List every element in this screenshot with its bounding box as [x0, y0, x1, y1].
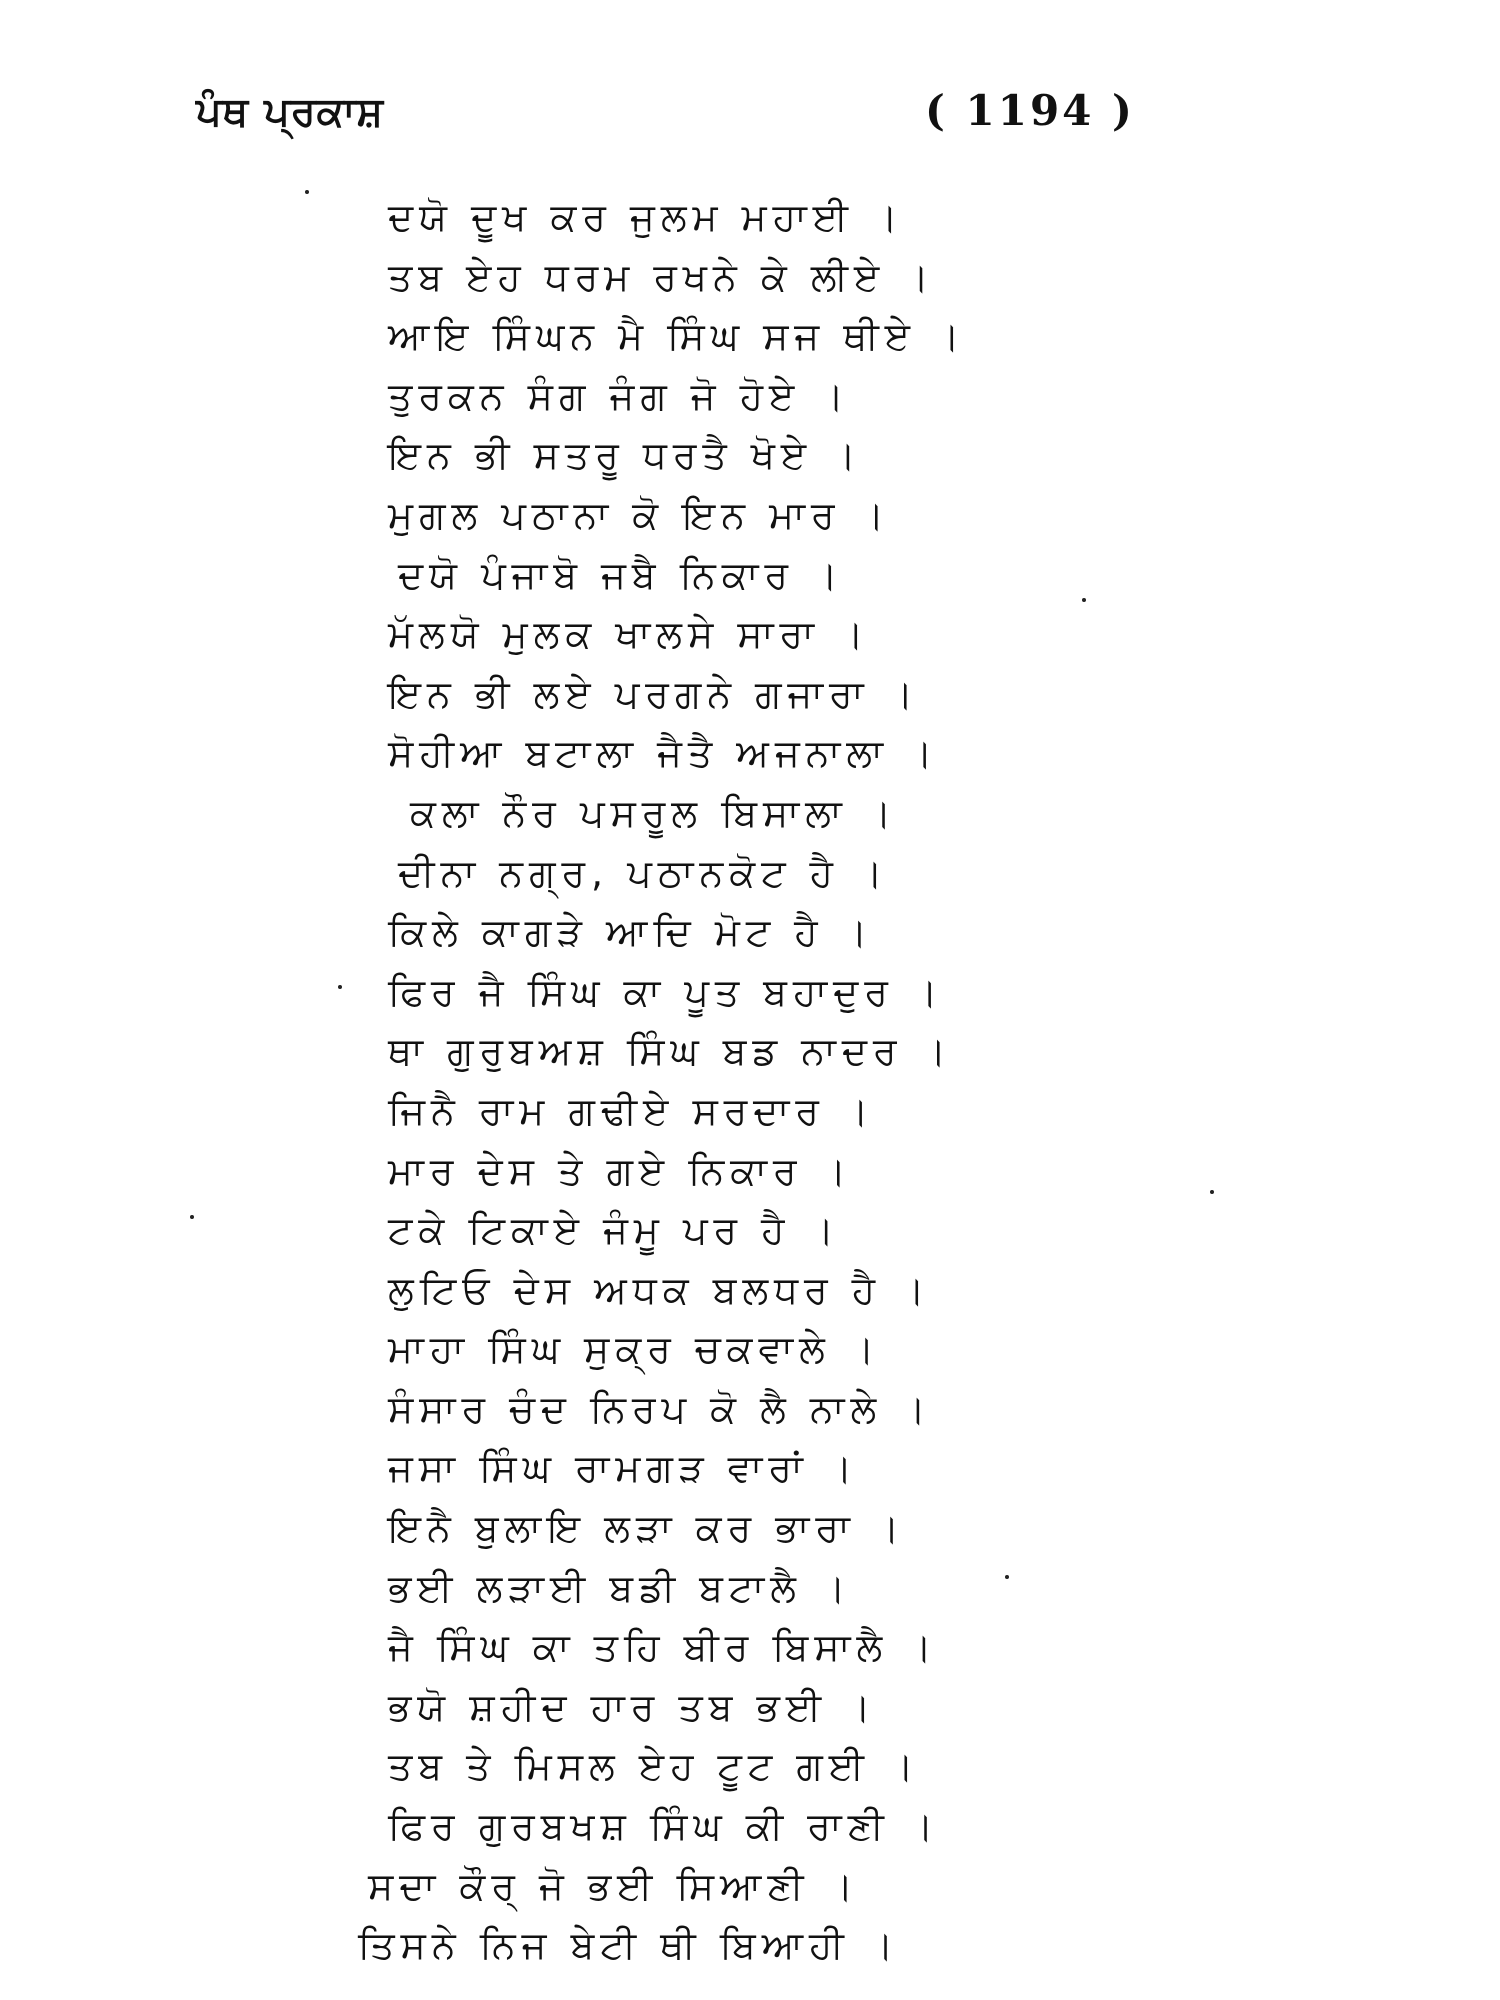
running-title: ਪੰਥ ਪ੍ਰਕਾਸ਼: [196, 89, 385, 135]
page-number: ( 1194 ): [925, 86, 1135, 135]
verse-line: ਮੁਗਲ ਪਠਾਨਾ ਕੋ ਇਨ ਮਾਰ ।: [388, 492, 891, 537]
verse-line: ਦਯੋ ਪੰਜਾਬੋ ਜਬੈ ਨਿਕਾਰ ।: [398, 552, 844, 597]
verse-line: ਮਾਰ ਦੇਸ ਤੇ ਗਏ ਨਿਕਾਰ ।: [388, 1148, 853, 1193]
verse-line: ਇਨ ਭੀ ਸਤਰੂ ਧਰਤੈ ਖੋਏ ।: [388, 433, 862, 478]
verse-line: ਜਿਨੈ ਰਾਮ ਗਢੀਏ ਸਰਦਾਰ ।: [388, 1088, 875, 1133]
verse-line: ਥਾ ਗੁਰੁਬਅਸ਼ ਸਿੰਘ ਬਡ ਨਾਦਰ ।: [388, 1029, 953, 1074]
verse-line: ਤਬ ਏਹ ਧਰਮ ਰਖਨੇ ਕੇ ਲੀਏ ।: [388, 254, 935, 299]
scan-speck: [338, 985, 342, 989]
verse-line: ਇਨ ਭੀ ਲਏ ਪਰਗਨੇ ਗਜਾਰਾ ।: [388, 671, 920, 716]
verse-line: ਇਨੈ ਬੁਲਾਇ ਲੜਾ ਕਰ ਭਾਰਾ ।: [388, 1506, 906, 1551]
verse-line: ਤਿਸਨੇ ਨਿਜ ਬੇਟੀ ਥੀ ਬਿਆਹੀ ।: [358, 1923, 900, 1968]
verse-line: ਟਕੇ ਟਿਕਾਏ ਜੰਮੂ ਪਰ ਹੈ ।: [388, 1208, 841, 1253]
scan-speck: [1210, 1190, 1214, 1194]
verse-line: ਦੀਨਾ ਨਗ੍ਰ, ਪਠਾਨਕੋਟ ਹੈ ।: [398, 850, 889, 895]
verse-line: ਕਲਾ ਨੌਰ ਪਸਰੂਲ ਬਿਸਾਲਾ ।: [410, 790, 898, 835]
verse-block: [358, 188, 1140, 1976]
verse-line: ਸੰਸਾਰ ਚੰਦ ਨਿਰਪ ਕੋ ਲੈ ਨਾਲੇ ।: [388, 1386, 932, 1431]
verse-line: ਕਿਲੇ ਕਾਗੜੇ ਆਦਿ ਮੋਟ ਹੈ ।: [388, 910, 874, 955]
verse-line: ਤੁਰਕਨ ਸੰਗ ਜੰਗ ਜੋ ਹੋਏ ।: [388, 373, 850, 418]
verse-line: ਭਈ ਲੜਾਈ ਬਡੀ ਬਟਾਲੈ ।: [388, 1565, 852, 1610]
verse-line: ਜਸਾ ਸਿੰਘ ਰਾਮਗੜ ਵਾਰਾਂ ।: [388, 1446, 859, 1491]
scan-speck: [190, 1215, 194, 1219]
scan-speck: [305, 190, 309, 194]
verse-line: ਭਯੋ ਸ਼ਹੀਦ ਹਾਰ ਤਬ ਭਈ ।: [388, 1684, 877, 1729]
scan-speck: [1005, 1575, 1009, 1579]
verse-line: ਫਿਰ ਜੈ ਸਿੰਘ ਕਾ ਪੂਤ ਬਹਾਦੁਰ ।: [388, 969, 944, 1014]
scan-speck: [1082, 598, 1086, 602]
verse-line: ਤਬ ਤੇ ਮਿਸਲ ਏਹ ਟੂਟ ਗਈ ।: [388, 1744, 920, 1789]
verse-line: ਮੱਲਯੋ ਮੁਲਕ ਖਾਲਸੇ ਸਾਰਾ ।: [388, 612, 870, 657]
verse-line: ਆਇ ਸਿੰਘਨ ਮੈ ਸਿੰਘ ਸਜ ਥੀਏ ।: [388, 314, 966, 359]
verse-line: ਸੋਹੀਆ ਬਟਾਲਾ ਜੈਤੈ ਅਜਨਾਲਾ ।: [388, 731, 939, 776]
verse-line: ਜੈ ਸਿੰਘ ਕਾ ਤਹਿ ਬੀਰ ਬਿਸਾਲੈ ।: [388, 1625, 938, 1670]
verse-line: ਸਦਾ ਕੌਰ੍ ਜੋ ਭਈ ਸਿਆਣੀ ।: [368, 1863, 860, 1908]
verse-line: ਫਿਰ ਗੁਰਬਖਸ਼ ਸਿੰਘ ਕੀ ਰਾਣੀ ।: [388, 1804, 940, 1849]
verse-line: ਮਾਹਾ ਸਿੰਘ ਸੁਕ੍ਰ ਚਕਵਾਲੇ ।: [388, 1327, 881, 1372]
verse-line: ਲੁਟਿਓ ਦੇਸ ਅਧਕ ਬਲਧਰ ਹੈ ।: [388, 1267, 931, 1312]
verse-line: ਦਯੋ ਦੂਖ ਕਰ ਜੁਲਮ ਮਹਾਈ ।: [388, 195, 904, 239]
